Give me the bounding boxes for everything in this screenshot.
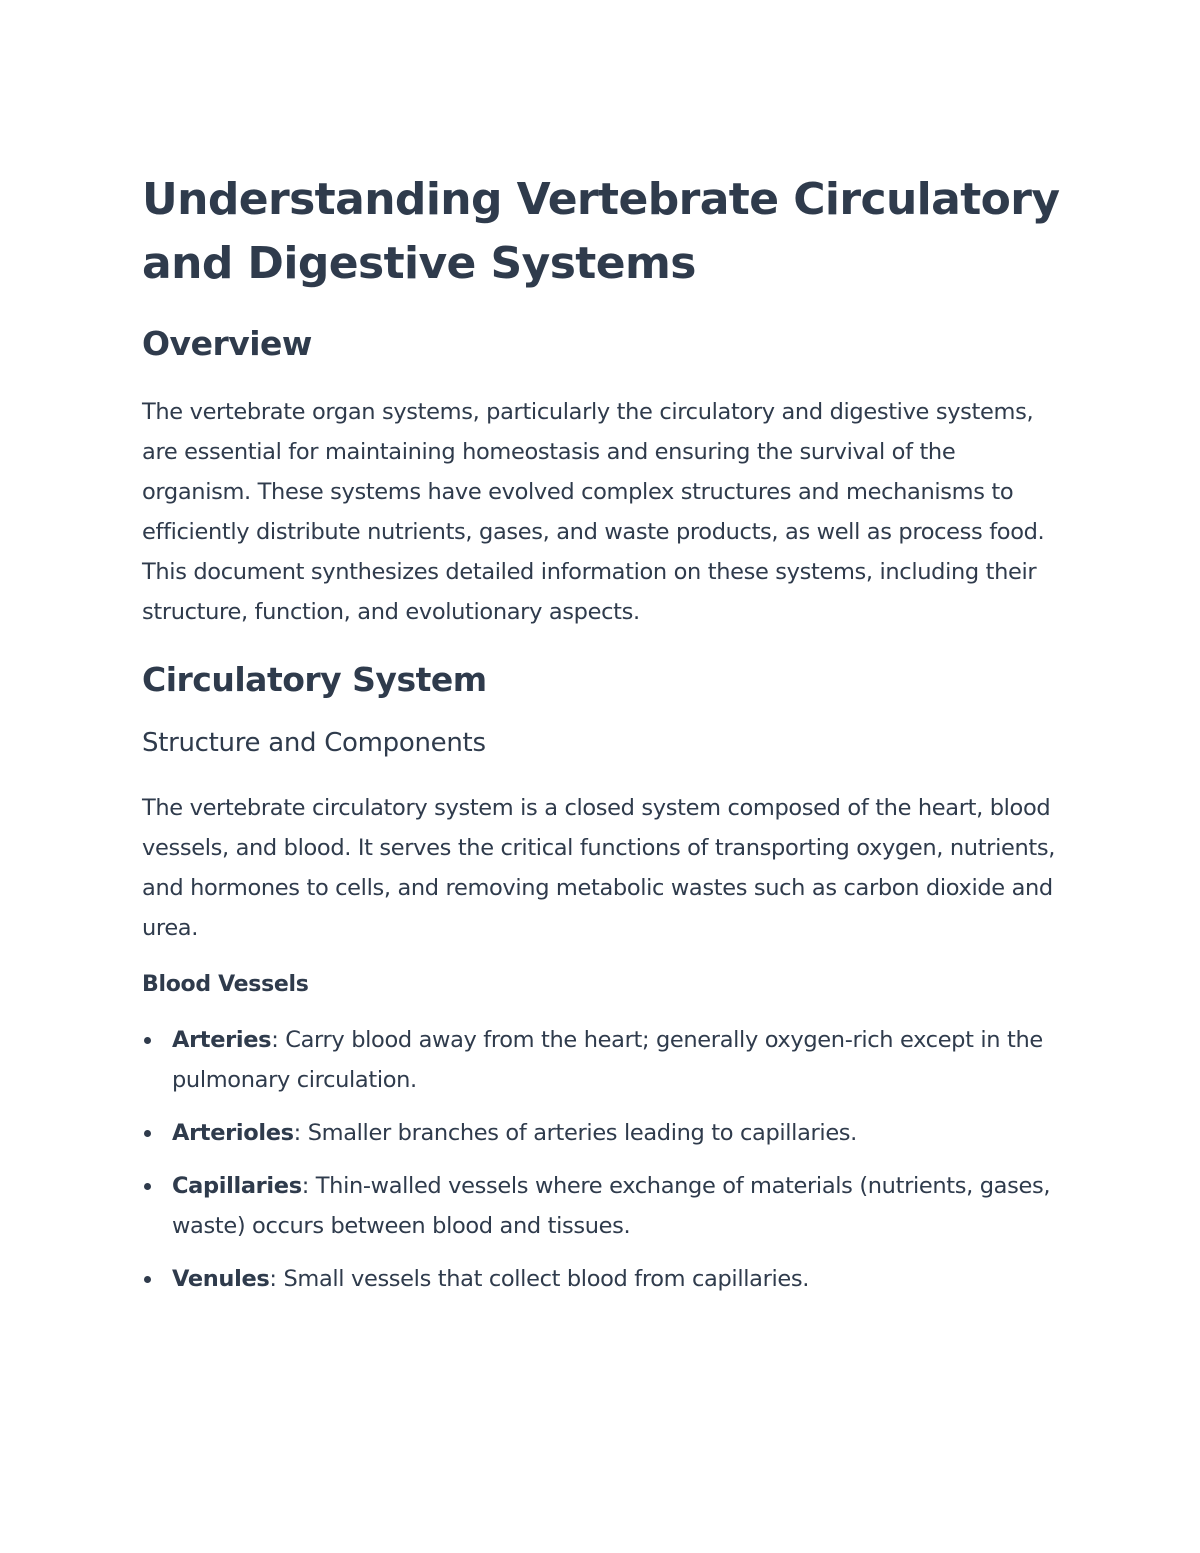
list-item xyxy=(142,1166,1067,1246)
bullet-icon xyxy=(144,1276,151,1283)
blood-vessels-list xyxy=(142,1020,1067,1299)
list-item xyxy=(142,1020,1067,1100)
list-item-text: : Smaller branches of arteries leading to capillaries. xyxy=(293,1120,857,1146)
circulatory-paragraph: The vertebrate circulatory system is a closed system composed of the heart, blood vessels, and blood. It serves the critical functions of transporting oxygen, nutrients, and hormones to cells, and removing metabolic wastes such as carbon dioxide and urea. xyxy=(142,795,1056,941)
document-title: Understanding Vertebrate Circulatory and Digestive Systems xyxy=(142,174,1060,289)
list-item-term: Arterioles xyxy=(172,1120,294,1146)
list-item-text: : Thin-walled vessels where exchange of materials (nutrients, gases, waste) occurs between blood and tissues. xyxy=(172,1173,1051,1239)
list-item-term: Capillaries xyxy=(172,1173,302,1199)
bullet-icon xyxy=(144,1183,151,1190)
bullet-icon xyxy=(144,1130,151,1137)
overview-paragraph: The vertebrate organ systems, particularly the circulatory and digestive systems, are essential for maintaining homeostasis and ensuring the survival of the organism. These systems have evolved complex structures and mechanisms to efficiently distribute nutrients, gases, and waste products, as well as process food. This document synthesizes detailed information on these systems, including their structure, function, and evolutionary aspects. xyxy=(142,399,1045,625)
list-item-term: Venules xyxy=(172,1266,270,1292)
circulatory-system-heading: Circulatory System xyxy=(142,660,487,699)
document-page xyxy=(142,168,1067,1312)
list-item xyxy=(142,1259,1067,1299)
bullet-icon xyxy=(144,1037,151,1044)
list-item-text: : Carry blood away from the heart; generally oxygen-rich except in the pulmonary circulation. xyxy=(172,1027,1043,1093)
structure-components-heading: Structure and Components xyxy=(142,728,486,758)
list-item xyxy=(142,1113,1067,1153)
overview-heading: Overview xyxy=(142,324,312,363)
list-item-text: : Small vessels that collect blood from capillaries. xyxy=(269,1266,810,1292)
blood-vessels-heading: Blood Vessels xyxy=(142,972,309,997)
list-item-term: Arteries xyxy=(172,1027,272,1053)
